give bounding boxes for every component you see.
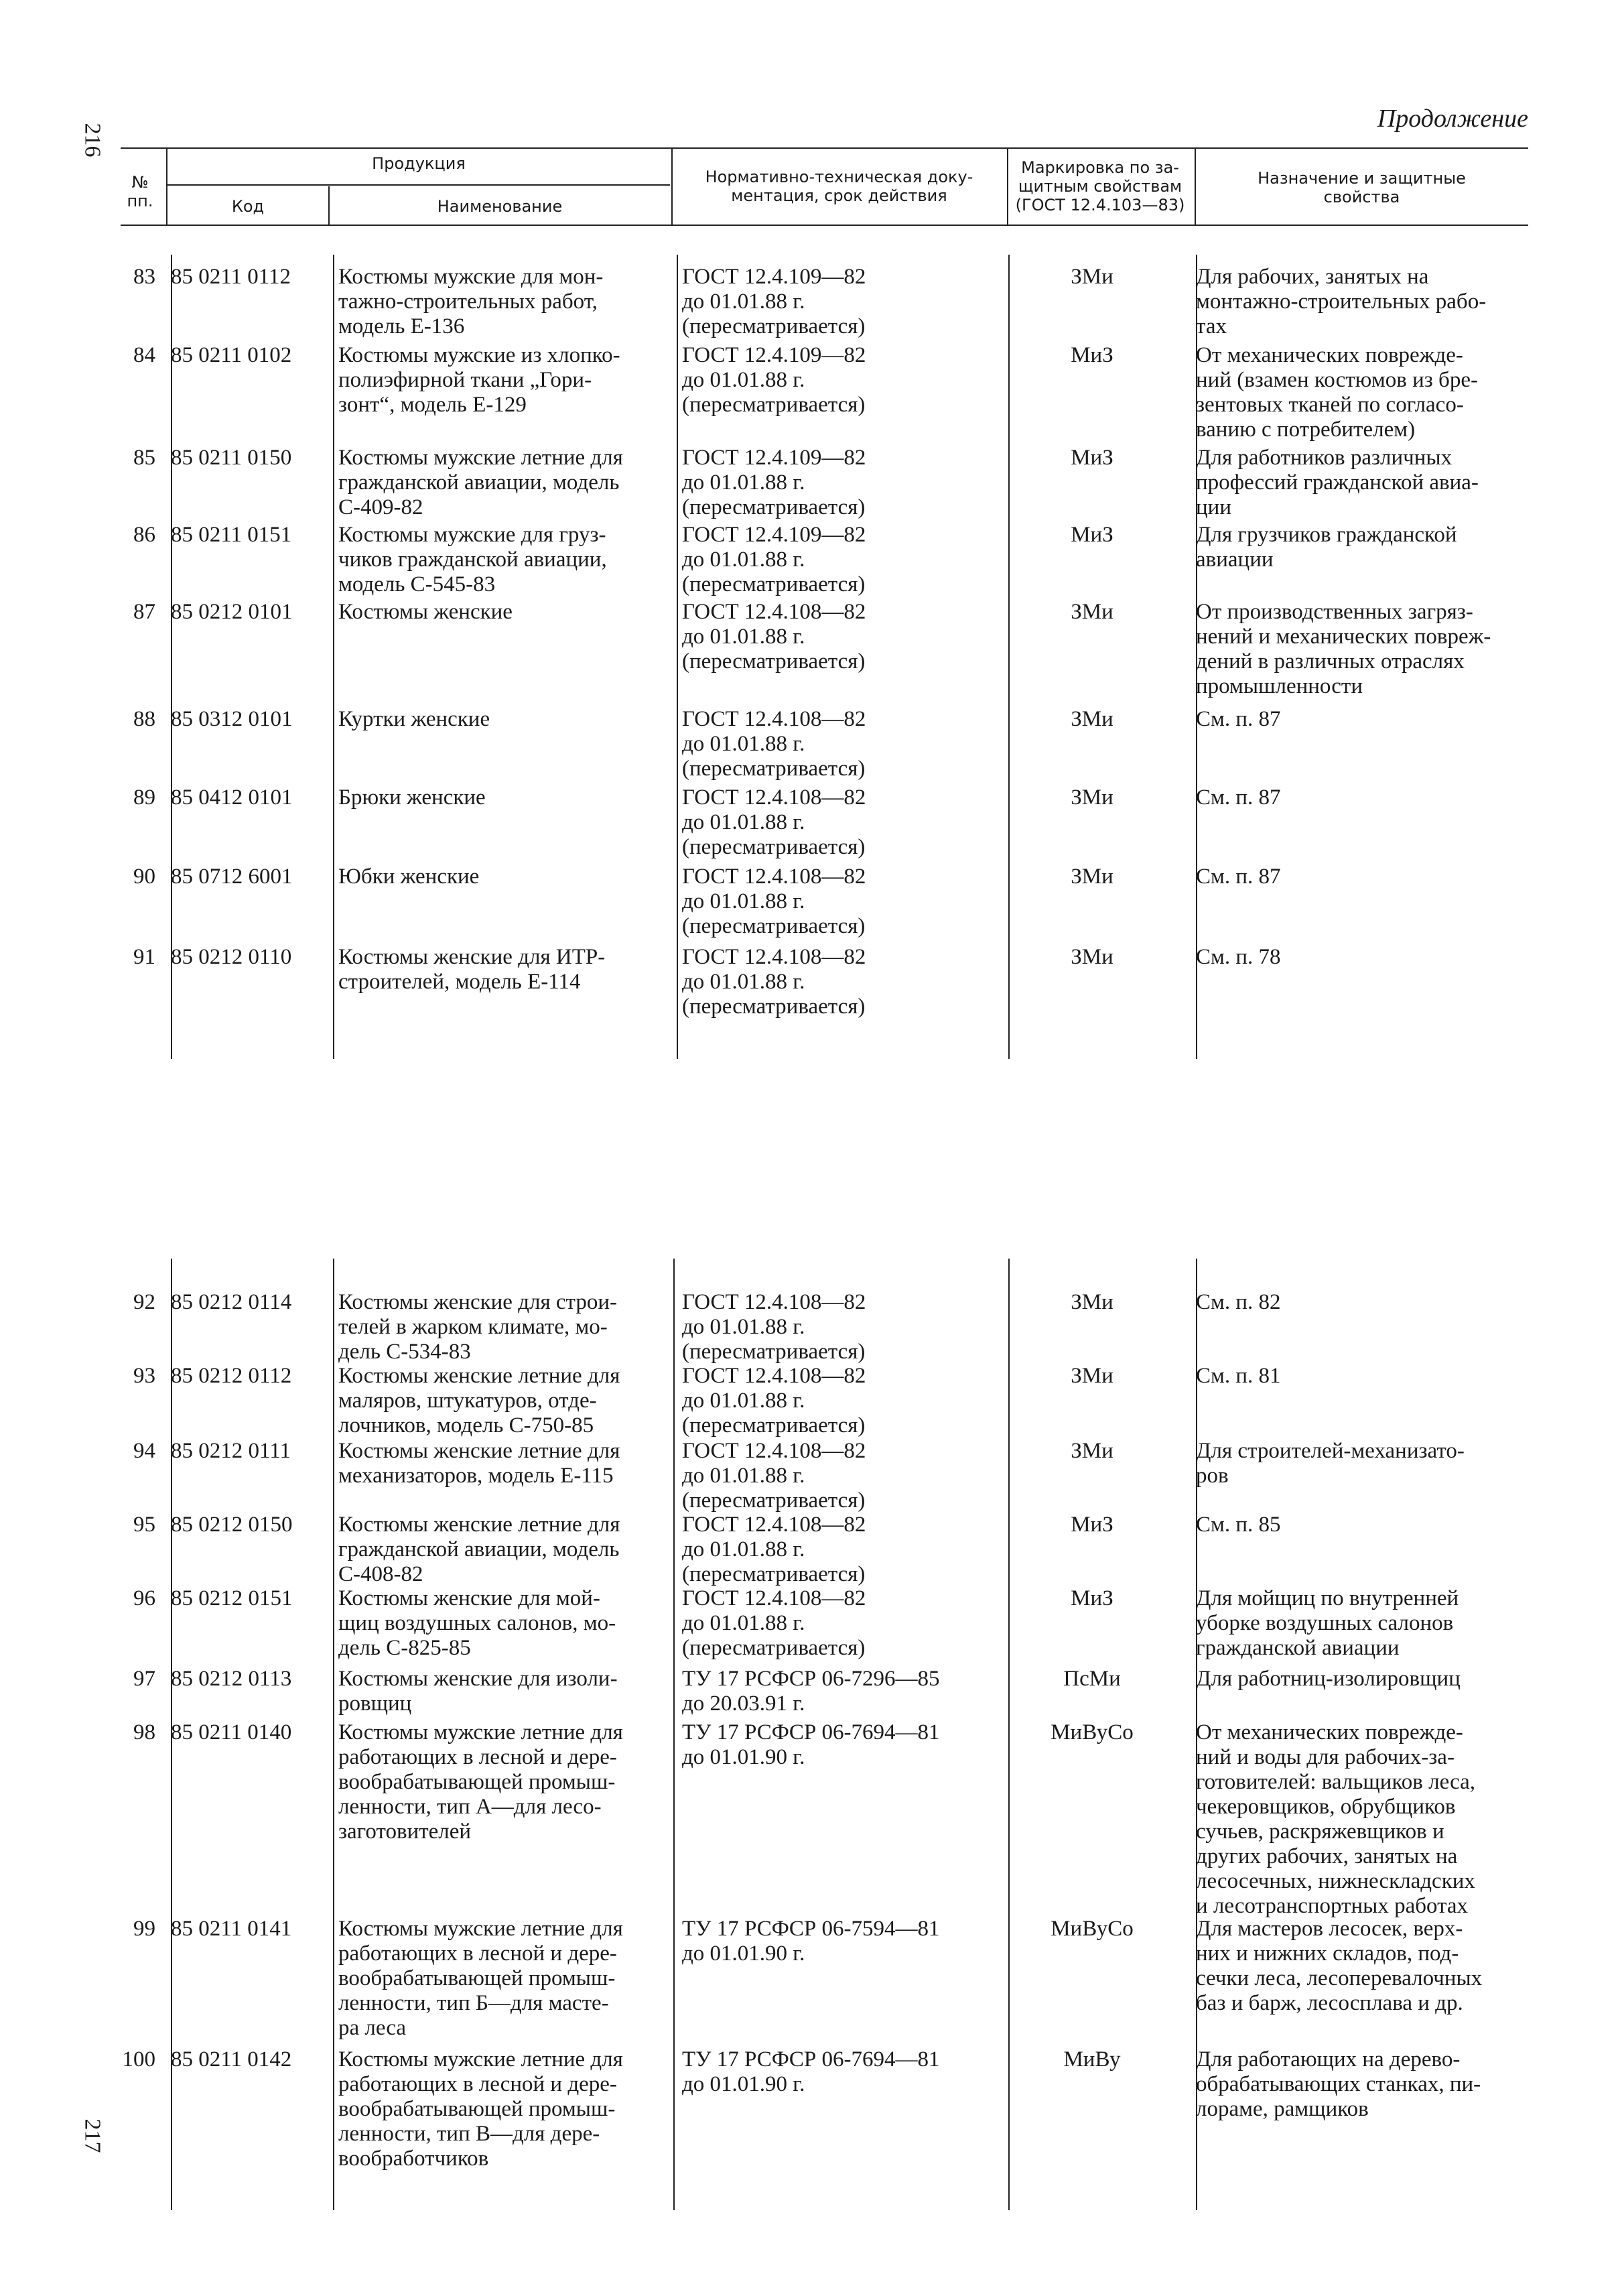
row-purpose: См. п. 81 bbox=[1196, 1364, 1281, 1388]
col-rule bbox=[1007, 149, 1008, 225]
row-purpose: См. п. 87 bbox=[1196, 707, 1281, 731]
row-purpose: От производственных загряз- нений и механических повреж- дений в различных отраслях промышленности bbox=[1196, 600, 1491, 698]
row-marking: МиЗ bbox=[1071, 523, 1113, 547]
row-marking: ЗМи bbox=[1071, 1290, 1113, 1314]
row-doc: ТУ 17 РСФСР 06-7694—81 до 01.01.90 г. bbox=[682, 2047, 940, 2096]
row-number: 92 bbox=[133, 1290, 155, 1314]
row-number: 87 bbox=[133, 600, 155, 624]
row-purpose: См. п. 85 bbox=[1196, 1513, 1281, 1537]
row-code: 85 0211 0150 bbox=[171, 446, 292, 470]
row-purpose: Для работающих на дерево- обрабатывающих станках, пи- лораме, рамщиков bbox=[1196, 2047, 1481, 2121]
row-name: Костюмы мужские летние для работающих в лесной и дере- вообрабатывающей промыш- ленности, тип Б—для масте- ра леса bbox=[338, 1917, 623, 2040]
row-purpose: Для грузчиков гражданской авиации bbox=[1196, 523, 1457, 572]
row-marking: ЗМи bbox=[1071, 785, 1113, 810]
row-doc: ТУ 17 РСФСР 06-7694—81 до 01.01.90 г. bbox=[682, 1720, 940, 1769]
row-marking: ЗМи bbox=[1071, 1439, 1113, 1463]
row-marking: МиВу bbox=[1063, 2047, 1121, 2071]
row-name: Костюмы женские для мой- щиц воздушных салонов, мо- дель С-825-85 bbox=[338, 1586, 616, 1660]
row-doc: ГОСТ 12.4.108—82 до 01.01.88 г. (пересматривается) bbox=[682, 1290, 866, 1364]
row-purpose: От механических поврежде- ний (взамен костюмов из бре- зентовых тканей по согласо- ванию с потребителем) bbox=[1196, 343, 1478, 442]
row-number: 91 bbox=[133, 945, 155, 969]
header-code: Код bbox=[231, 197, 265, 216]
row-code: 85 0212 0112 bbox=[171, 1364, 292, 1388]
row-code: 85 0212 0110 bbox=[171, 945, 292, 969]
row-purpose: Для работниц-изолировщиц bbox=[1196, 1667, 1461, 1691]
row-doc: ГОСТ 12.4.108—82 до 01.01.88 г. (пересматривается) bbox=[682, 785, 866, 859]
header-top-rule bbox=[121, 147, 1528, 149]
row-purpose: См. п. 87 bbox=[1196, 785, 1281, 810]
row-code: 85 0211 0140 bbox=[171, 1720, 292, 1744]
row-name: Костюмы мужские летние для гражданской авиации, модель С-409-82 bbox=[338, 446, 623, 519]
header-purpose: Назначение и защитные свойства bbox=[1258, 169, 1466, 206]
row-name: Костюмы женские для ИТР- строителей, модель Е-114 bbox=[338, 945, 606, 994]
row-marking: МиЗ bbox=[1071, 343, 1113, 367]
row-number: 93 bbox=[133, 1364, 155, 1388]
row-code: 85 0211 0141 bbox=[171, 1917, 292, 1941]
col-rule bbox=[166, 149, 167, 225]
header-name: Наименование bbox=[437, 197, 563, 216]
row-code: 85 0312 0101 bbox=[171, 707, 293, 731]
row-name: Костюмы женские летние для механизаторов, модель Е-115 bbox=[338, 1439, 620, 1488]
row-number: 96 bbox=[133, 1586, 155, 1610]
row-name: Юбки женские bbox=[338, 865, 480, 889]
col-rule bbox=[1008, 255, 1010, 1059]
row-marking: ПсМи bbox=[1063, 1667, 1121, 1691]
col-rule bbox=[333, 255, 334, 1059]
row-doc: ГОСТ 12.4.109—82 до 01.01.88 г. (пересматривается) bbox=[682, 343, 866, 417]
row-doc: ГОСТ 12.4.108—82 до 01.01.88 г. (пересматривается) bbox=[682, 1513, 866, 1586]
header-number: № пп. bbox=[127, 173, 153, 210]
row-name: Костюмы женские для строи- телей в жарком климате, мо- дель С-534-83 bbox=[338, 1290, 617, 1364]
row-purpose: Для мастеров лесосек, верх- них и нижних складов, под- сечки леса, лесоперевалочных баз и барж, лесосплава и др. bbox=[1196, 1917, 1483, 2015]
header-doc: Нормативно-техническая доку- ментация, срок действия bbox=[705, 168, 973, 205]
row-marking: ЗМи bbox=[1071, 865, 1113, 889]
row-doc: ГОСТ 12.4.109—82 до 01.01.88 г. (пересматривается) bbox=[682, 523, 866, 596]
row-number: 100 bbox=[122, 2047, 155, 2071]
row-name: Костюмы женские bbox=[338, 600, 513, 624]
row-code: 85 0212 0114 bbox=[171, 1290, 292, 1314]
row-number: 99 bbox=[133, 1917, 155, 1941]
row-doc: ГОСТ 12.4.108—82 до 01.01.88 г. (пересматривается) bbox=[682, 1364, 866, 1438]
row-number: 85 bbox=[133, 446, 155, 470]
row-number: 90 bbox=[133, 865, 155, 889]
row-marking: МиЗ bbox=[1071, 1586, 1113, 1610]
row-code: 85 0212 0113 bbox=[171, 1667, 292, 1691]
row-code: 85 0212 0151 bbox=[171, 1586, 293, 1610]
header-product: Продукция bbox=[372, 154, 466, 173]
row-marking: МиЗ bbox=[1071, 446, 1113, 470]
row-name: Куртки женские bbox=[338, 707, 490, 731]
col-rule bbox=[171, 255, 172, 1059]
row-name: Брюки женские bbox=[338, 785, 486, 810]
row-name: Костюмы женские летние для гражданской авиации, модель С-408-82 bbox=[338, 1513, 620, 1586]
col-rule bbox=[328, 186, 330, 225]
row-doc: ГОСТ 12.4.108—82 до 01.01.88 г. (пересматривается) bbox=[682, 865, 866, 938]
row-doc: ГОСТ 12.4.108—82 до 01.01.88 г. (пересматривается) bbox=[682, 600, 866, 674]
row-code: 85 0211 0102 bbox=[171, 343, 292, 367]
row-code: 85 0412 0101 bbox=[171, 785, 293, 810]
row-marking: ЗМи bbox=[1071, 1364, 1113, 1388]
row-code: 85 0212 0150 bbox=[171, 1513, 293, 1537]
page-number-left: 216 bbox=[80, 123, 105, 157]
row-code: 85 0211 0142 bbox=[171, 2047, 292, 2071]
row-name: Костюмы женские летние для маляров, штукатуров, отде- лочников, модель С-750-85 bbox=[338, 1364, 620, 1438]
row-name: Костюмы мужские для груз- чиков гражданской авиации, модель С-545-83 bbox=[338, 523, 607, 596]
row-doc: ГОСТ 12.4.108—82 до 01.01.88 г. (пересматривается) bbox=[682, 707, 866, 781]
row-marking: МиЗ bbox=[1071, 1513, 1113, 1537]
row-doc: ТУ 17 РСФСР 06-7594—81 до 01.01.90 г. bbox=[682, 1917, 940, 1966]
row-marking: ЗМи bbox=[1071, 707, 1113, 731]
row-code: 85 0712 6001 bbox=[171, 865, 293, 889]
row-number: 89 bbox=[133, 785, 155, 810]
row-purpose: Для рабочих, занятых на монтажно-строительных рабо- тах bbox=[1196, 265, 1487, 338]
row-purpose: Для работников различных профессий гражданской авиа- ции bbox=[1196, 446, 1479, 519]
col-rule bbox=[671, 149, 673, 225]
continuation-label: Продолжение bbox=[1377, 105, 1528, 133]
page-number-right: 217 bbox=[80, 2118, 105, 2153]
row-purpose: Для мойщиц по внутренней уборке воздушных салонов гражданской авиации bbox=[1196, 1586, 1459, 1660]
row-marking: ЗМи bbox=[1071, 945, 1113, 969]
col-rule bbox=[677, 255, 678, 1059]
row-name: Костюмы мужские из хлопко- полиэфирной ткани „Гори- зонт“, модель Е-129 bbox=[338, 343, 620, 417]
row-code: 85 0212 0111 bbox=[171, 1439, 291, 1463]
row-name: Костюмы женские для изоли- ровщиц bbox=[338, 1667, 618, 1716]
row-number: 86 bbox=[133, 523, 155, 547]
row-purpose: См. п. 82 bbox=[1196, 1290, 1281, 1314]
row-code: 85 0212 0101 bbox=[171, 600, 293, 624]
row-number: 84 bbox=[133, 343, 155, 367]
row-name: Костюмы мужские летние для работающих в лесной и дере- вообрабатывающей промыш- ленности, тип В—для дере- вообработчиков bbox=[338, 2047, 623, 2171]
row-name: Костюмы мужские для мон- тажно-строительных работ, модель Е-136 bbox=[338, 265, 604, 338]
row-name: Костюмы мужские летние для работающих в лесной и дере- вообрабатывающей промыш- ленности, тип А—для лесо- заготовителей bbox=[338, 1720, 623, 1844]
row-marking: МиВуСо bbox=[1051, 1720, 1134, 1744]
row-marking: ЗМи bbox=[1071, 600, 1113, 624]
row-purpose: См. п. 87 bbox=[1196, 865, 1281, 889]
row-doc: ГОСТ 12.4.108—82 до 01.01.88 г. (пересматривается) bbox=[682, 1439, 866, 1513]
row-marking: ЗМи bbox=[1071, 265, 1113, 289]
col-rule bbox=[1195, 149, 1196, 225]
header-mark: Маркировка по за- щитным свойствам (ГОСТ 12.4.103—83) bbox=[1015, 158, 1185, 214]
row-doc: ГОСТ 12.4.108—82 до 01.01.88 г. (пересматривается) bbox=[682, 945, 866, 1019]
row-number: 83 bbox=[133, 265, 155, 289]
header-bottom-rule bbox=[121, 225, 1528, 226]
row-number: 98 bbox=[133, 1720, 155, 1744]
row-doc: ТУ 17 РСФСР 06-7296—85 до 20.03.91 г. bbox=[682, 1667, 940, 1716]
row-doc: ГОСТ 12.4.108—82 до 01.01.88 г. (пересматривается) bbox=[682, 1586, 866, 1660]
row-number: 97 bbox=[133, 1667, 155, 1691]
row-purpose: Для строителей-механизато- ров bbox=[1196, 1439, 1465, 1488]
col-rule bbox=[333, 1259, 334, 2210]
row-doc: ГОСТ 12.4.109—82 до 01.01.88 г. (пересматривается) bbox=[682, 265, 866, 338]
row-number: 95 bbox=[133, 1513, 155, 1537]
row-number: 94 bbox=[133, 1439, 155, 1463]
row-doc: ГОСТ 12.4.109—82 до 01.01.88 г. (пересматривается) bbox=[682, 446, 866, 519]
row-code: 85 0211 0151 bbox=[171, 523, 292, 547]
row-purpose: См. п. 78 bbox=[1196, 945, 1281, 969]
row-marking: МиВуСо bbox=[1051, 1917, 1134, 1941]
row-code: 85 0211 0112 bbox=[171, 265, 291, 289]
product-divider-rule bbox=[166, 184, 670, 186]
row-number: 88 bbox=[133, 707, 155, 731]
row-purpose: От механических поврежде- ний и воды для рабочих-за- готовителей: вальщиков леса, чекеровщиков, обрубщиков сучьев, раскряжевщиков и других рабочих, занятых на лесосечных, нижнескладских и лесотранспортных работах bbox=[1196, 1720, 1476, 1918]
col-rule bbox=[673, 1259, 675, 2210]
